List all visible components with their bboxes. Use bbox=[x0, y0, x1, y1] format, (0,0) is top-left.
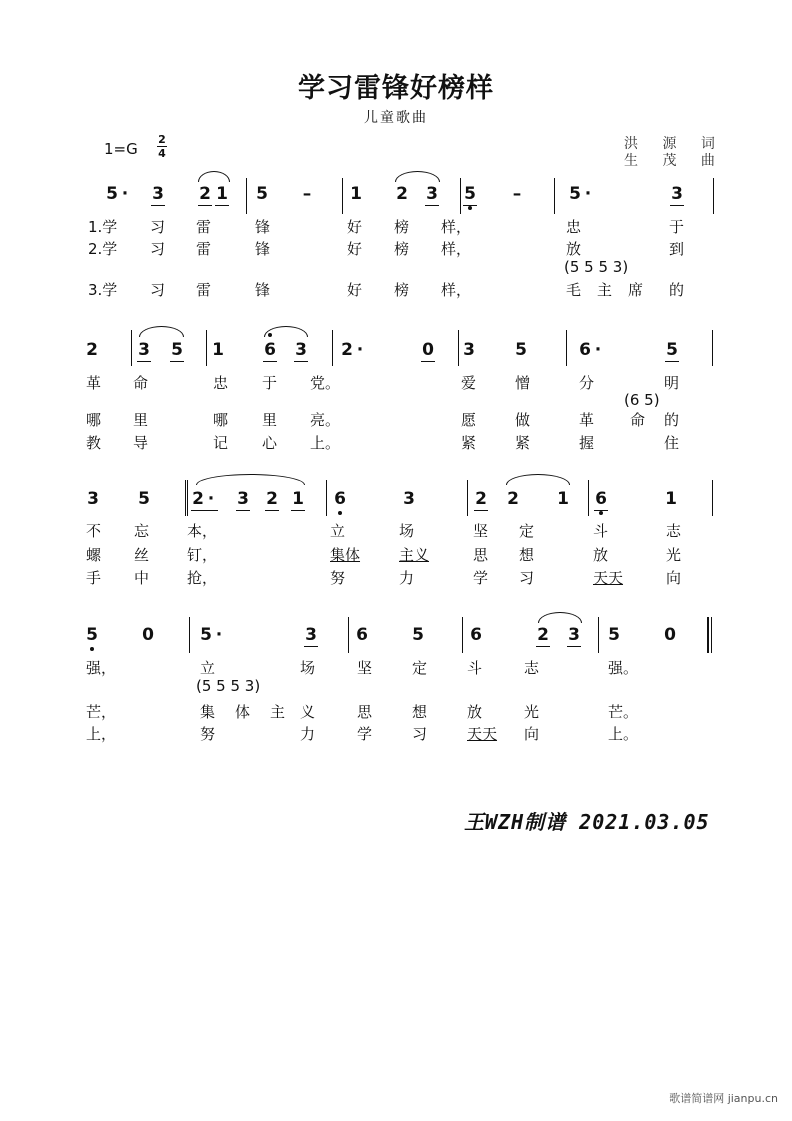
lyric: 的 bbox=[669, 281, 685, 299]
barline bbox=[566, 330, 567, 366]
augmentation-dot: · bbox=[121, 184, 129, 204]
lyric: 到 bbox=[669, 240, 685, 258]
barline bbox=[332, 330, 333, 366]
lyric: 习 bbox=[412, 725, 428, 743]
lyric: 忘 bbox=[134, 522, 150, 540]
lyric: 上。 bbox=[608, 725, 639, 743]
lyric: 命 bbox=[133, 374, 149, 392]
lyric: 光 bbox=[666, 546, 682, 564]
lyric: 芒。 bbox=[608, 703, 639, 721]
lyric: 天天 bbox=[467, 725, 498, 743]
lyric: 紧 bbox=[461, 434, 477, 452]
time-signature: 2 4 bbox=[158, 133, 166, 160]
note: 0 bbox=[664, 625, 676, 645]
lyric: 爱 bbox=[461, 374, 477, 392]
lyric: 锋 bbox=[255, 281, 271, 299]
insert-notes: (5 5 5 3) bbox=[196, 677, 261, 695]
note: 2 bbox=[266, 489, 278, 509]
tie-arc bbox=[506, 474, 570, 485]
lyric: 志 bbox=[524, 659, 540, 677]
lyric: 义 bbox=[300, 703, 316, 721]
lyric: 习 bbox=[150, 281, 166, 299]
barline bbox=[460, 178, 461, 214]
lyric: 主 bbox=[597, 281, 613, 299]
dash-note: – bbox=[302, 184, 312, 204]
note: 1 bbox=[557, 489, 569, 509]
lyric: 哪 bbox=[213, 411, 229, 429]
note: 1 bbox=[212, 340, 224, 360]
note: 1 bbox=[665, 489, 677, 509]
lyric: 力 bbox=[399, 569, 415, 587]
barline bbox=[588, 480, 589, 516]
lyric: 集 bbox=[200, 703, 216, 721]
lyric: 样， bbox=[441, 218, 472, 236]
lyric: 革 bbox=[86, 374, 102, 392]
barline bbox=[131, 330, 132, 366]
note: 6 bbox=[579, 340, 591, 360]
lyric: 芒， bbox=[86, 703, 117, 721]
lyric: 光 bbox=[524, 703, 540, 721]
lyric: 好 bbox=[347, 240, 363, 258]
note: 3 bbox=[152, 184, 164, 204]
lyric: 强。 bbox=[608, 659, 639, 677]
tie-arc bbox=[196, 474, 305, 485]
lyric: 忠 bbox=[213, 374, 229, 392]
lyric: 主 bbox=[270, 703, 286, 721]
barline bbox=[467, 480, 468, 516]
insert-notes: (5 5 5 3) bbox=[564, 258, 629, 276]
lyric: 里 bbox=[133, 411, 149, 429]
lyric: 坚 bbox=[473, 522, 489, 540]
lyric: 抢， bbox=[187, 569, 218, 587]
lyric: 斗 bbox=[593, 522, 609, 540]
lyric: 忠 bbox=[566, 218, 582, 236]
barline bbox=[187, 480, 188, 516]
note: 5 bbox=[569, 184, 581, 204]
note: 2 bbox=[537, 625, 549, 645]
lyric: 立 bbox=[330, 522, 346, 540]
lyric: 场 bbox=[300, 659, 316, 677]
lyric: 导 bbox=[133, 434, 149, 452]
barline bbox=[458, 330, 459, 366]
note: 6 bbox=[595, 489, 607, 509]
barline bbox=[554, 178, 555, 214]
barline bbox=[342, 178, 343, 214]
note: 1 bbox=[350, 184, 362, 204]
augmentation-dot: · bbox=[356, 340, 364, 360]
note: 5 bbox=[666, 340, 678, 360]
note: 5 bbox=[200, 625, 212, 645]
watermark: 歌谱简谱网 jianpu.cn bbox=[669, 1092, 778, 1105]
lyric: 体 bbox=[235, 703, 251, 721]
lyric: 定 bbox=[519, 522, 535, 540]
lyric: 定 bbox=[412, 659, 428, 677]
lyric: 斗 bbox=[467, 659, 483, 677]
lyric: 向 bbox=[666, 569, 682, 587]
note: 1 bbox=[216, 184, 228, 204]
lyric: 努 bbox=[200, 725, 216, 743]
lyric: 雷 bbox=[196, 281, 212, 299]
augmentation-dot: · bbox=[584, 184, 592, 204]
lower-octave-dot bbox=[468, 206, 472, 210]
lyric: 手 bbox=[86, 569, 102, 587]
lyric: 螺 bbox=[86, 546, 102, 564]
lyric: 亮。 bbox=[310, 411, 341, 429]
note: 3 bbox=[138, 340, 150, 360]
lyric: 天天 bbox=[593, 569, 624, 587]
note: 3 bbox=[87, 489, 99, 509]
lyric: 力 bbox=[300, 725, 316, 743]
lyric: 哪 bbox=[86, 411, 102, 429]
lyric: 榜 bbox=[394, 218, 410, 236]
lower-octave-dot bbox=[90, 647, 94, 651]
tie-arc bbox=[198, 171, 230, 182]
lyric: 愿 bbox=[461, 411, 477, 429]
note: 5 bbox=[412, 625, 424, 645]
augmentation-dot: · bbox=[215, 625, 223, 645]
barline bbox=[189, 617, 190, 653]
barline bbox=[713, 178, 714, 214]
lyric: 雷 bbox=[196, 218, 212, 236]
lyric: 于 bbox=[262, 374, 278, 392]
barline bbox=[185, 480, 186, 516]
note: 6 bbox=[356, 625, 368, 645]
note: 2 bbox=[199, 184, 211, 204]
lyric: 坚 bbox=[357, 659, 373, 677]
lyric: 住 bbox=[664, 434, 680, 452]
song-title: 学习雷锋好榜样 bbox=[298, 73, 494, 104]
lyric: 明 bbox=[664, 374, 680, 392]
note: 2 bbox=[396, 184, 408, 204]
lyric: 命 bbox=[630, 411, 646, 429]
note: 3 bbox=[671, 184, 683, 204]
note: 3 bbox=[403, 489, 415, 509]
lower-octave-dot bbox=[599, 511, 603, 515]
lyric: 于 bbox=[669, 218, 685, 236]
lyric: 记 bbox=[213, 434, 229, 452]
lyric: 习 bbox=[150, 240, 166, 258]
note: 6 bbox=[470, 625, 482, 645]
note: 6 bbox=[334, 489, 346, 509]
lyric: 强， bbox=[86, 659, 117, 677]
lyric: 思 bbox=[473, 546, 489, 564]
key-signature: 1=G bbox=[104, 140, 138, 158]
augmentation-dot: · bbox=[204, 489, 218, 511]
lyric: 握 bbox=[579, 434, 595, 452]
note: 5 bbox=[171, 340, 183, 360]
note: 2 bbox=[341, 340, 353, 360]
lyric: 革 bbox=[579, 411, 595, 429]
lyric: 放 bbox=[566, 240, 582, 258]
lyric: 里 bbox=[262, 411, 278, 429]
final-barline bbox=[711, 617, 712, 653]
lyric: 样， bbox=[441, 281, 472, 299]
note: 0 bbox=[422, 340, 434, 360]
note: 5 bbox=[138, 489, 150, 509]
note: 3 bbox=[237, 489, 249, 509]
lyric: 努 bbox=[330, 569, 346, 587]
barline bbox=[462, 617, 463, 653]
barline bbox=[206, 330, 207, 366]
barline bbox=[598, 617, 599, 653]
note: 5 bbox=[464, 184, 476, 204]
note: 5 bbox=[106, 184, 118, 204]
note: 3 bbox=[568, 625, 580, 645]
tie-arc bbox=[538, 612, 582, 623]
lyric: 教 bbox=[86, 434, 102, 452]
barline bbox=[712, 330, 713, 366]
lyric: 锋 bbox=[255, 218, 271, 236]
note: 5 bbox=[256, 184, 268, 204]
note: 3 bbox=[305, 625, 317, 645]
augmentation-dot: · bbox=[594, 340, 602, 360]
lyric: 思 bbox=[357, 703, 373, 721]
lyric: 1.学 bbox=[88, 218, 118, 236]
lyric: 分 bbox=[579, 374, 595, 392]
lyric: 上， bbox=[86, 725, 117, 743]
note: 6 bbox=[264, 340, 276, 360]
lyric: 憎 bbox=[515, 374, 531, 392]
song-subtitle: 儿童歌曲 bbox=[364, 110, 428, 126]
tie-arc bbox=[395, 171, 440, 182]
note: 2 bbox=[192, 489, 204, 509]
lower-octave-dot bbox=[338, 511, 342, 515]
lyric: 锋 bbox=[255, 240, 271, 258]
lyric: 2.学 bbox=[88, 240, 118, 258]
lyric: 钉， bbox=[187, 546, 218, 564]
composer-credit: 生 茂 曲 bbox=[624, 153, 725, 169]
lyric: 做 bbox=[515, 411, 531, 429]
lyric: 立 bbox=[200, 659, 216, 677]
lyric: 雷 bbox=[196, 240, 212, 258]
tie-arc bbox=[139, 326, 184, 337]
note: 3 bbox=[463, 340, 475, 360]
lyric: 习 bbox=[519, 569, 535, 587]
note: 3 bbox=[426, 184, 438, 204]
lyric: 习 bbox=[150, 218, 166, 236]
lyric: 不 bbox=[86, 522, 102, 540]
insert-notes: (6 5) bbox=[624, 391, 660, 409]
barline bbox=[348, 617, 349, 653]
lyric: 场 bbox=[399, 522, 415, 540]
tie-arc bbox=[264, 326, 308, 337]
lyric: 本， bbox=[187, 522, 218, 540]
lyric: 好 bbox=[347, 218, 363, 236]
lyric: 志 bbox=[666, 522, 682, 540]
lyric: 心 bbox=[262, 434, 278, 452]
lyric: 紧 bbox=[515, 434, 531, 452]
final-barline bbox=[707, 617, 709, 653]
lyric: 席 bbox=[628, 281, 644, 299]
lyric: 想 bbox=[519, 546, 535, 564]
dash-note: – bbox=[512, 184, 522, 204]
lyric: 上。 bbox=[310, 434, 341, 452]
lyric: 集体 bbox=[330, 546, 361, 564]
signature: 王WZH制谱 2021.03.05 bbox=[464, 810, 710, 834]
note: 2 bbox=[86, 340, 98, 360]
lyric: 放 bbox=[593, 546, 609, 564]
note: 2 bbox=[507, 489, 519, 509]
lyric: 党。 bbox=[310, 374, 341, 392]
lyric: 想 bbox=[412, 703, 428, 721]
note: 0 bbox=[142, 625, 154, 645]
lyric: 学 bbox=[357, 725, 373, 743]
lyric: 样， bbox=[441, 240, 472, 258]
lyric: 榜 bbox=[394, 240, 410, 258]
lyric: 向 bbox=[524, 725, 540, 743]
barline bbox=[712, 480, 713, 516]
lyric: 好 bbox=[347, 281, 363, 299]
lyric: 丝 bbox=[134, 546, 150, 564]
lyric: 学 bbox=[473, 569, 489, 587]
barline bbox=[326, 480, 327, 516]
lyric: 中 bbox=[134, 569, 150, 587]
note: 5 bbox=[515, 340, 527, 360]
lyric: 放 bbox=[467, 703, 483, 721]
lyric: 主义 bbox=[399, 546, 430, 564]
note: 5 bbox=[86, 625, 98, 645]
lyric: 毛 bbox=[566, 281, 582, 299]
lyric: 榜 bbox=[394, 281, 410, 299]
lyricist-credit: 洪 源 词 bbox=[624, 136, 725, 152]
note: 1 bbox=[292, 489, 304, 509]
barline bbox=[246, 178, 247, 214]
note: 2 bbox=[475, 489, 487, 509]
lyric: 的 bbox=[664, 411, 680, 429]
lyric: 3.学 bbox=[88, 281, 118, 299]
note: 5 bbox=[608, 625, 620, 645]
note: 3 bbox=[295, 340, 307, 360]
